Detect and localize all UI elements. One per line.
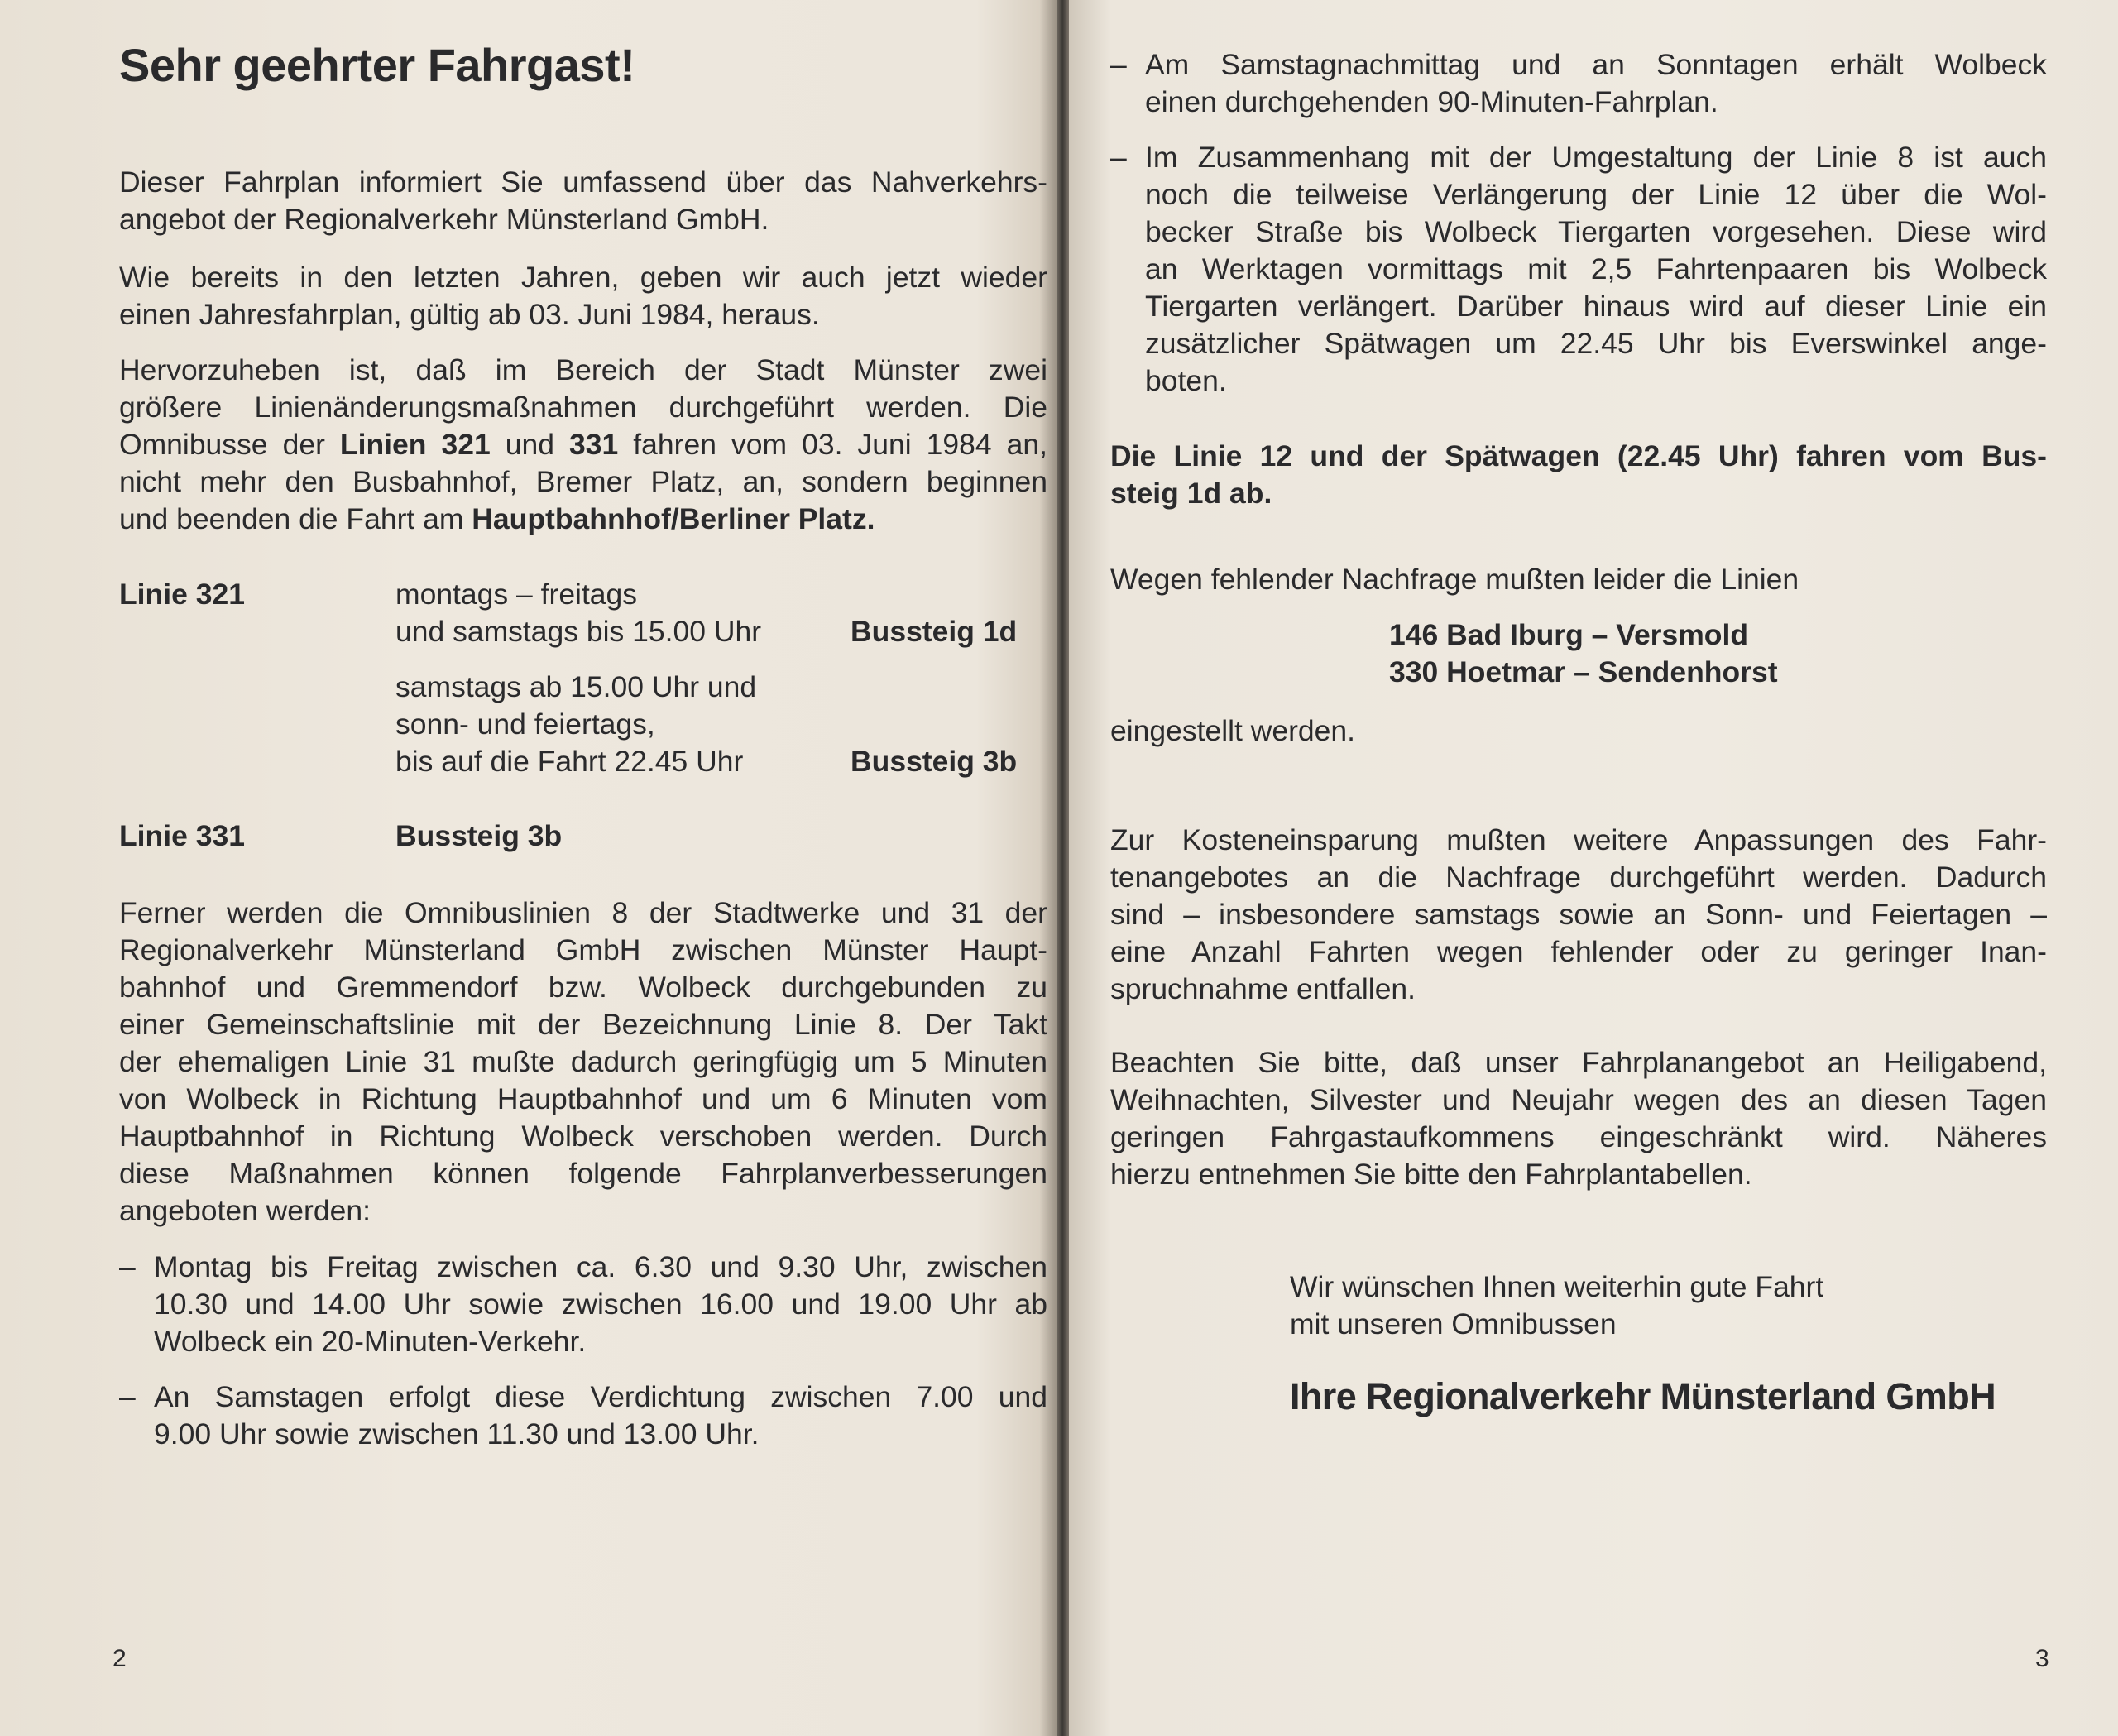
cost-saving-paragraph — [1110, 822, 2047, 1008]
text-line: 9.00 Uhr sowie zwischen 11.30 und 13.00 Uhr. — [154, 1417, 760, 1451]
text-line: größere Linienänderungsmaßnahmen durchgeführt werden. Die — [119, 391, 1047, 424]
text-line: Wir wünschen Ihnen weiterhin gute Fahrt — [1290, 1270, 1824, 1303]
line-changes-paragraph — [119, 352, 1047, 538]
text-line: angeboten werden: — [119, 1194, 371, 1227]
text-line: Hauptbahnhof in Richtung Wolbeck verschoben werden. Durch — [119, 1120, 1047, 1153]
text-line: Wolbeck ein 20-Minuten-Verkehr. — [154, 1325, 587, 1358]
text-line: boten. — [1145, 364, 1227, 397]
yearly-timetable-paragraph — [119, 259, 1047, 333]
dash-bullet: – — [1110, 141, 1127, 174]
text-line: Dieser Fahrplan informiert Sie umfassend über das Nahverkehrs- — [119, 165, 1047, 199]
line-8-paragraph — [119, 894, 1047, 1230]
discontinued-lines — [1389, 616, 1778, 691]
signature: Ihre Regionalverkehr Münsterland GmbH — [1290, 1375, 1996, 1417]
holiday-paragraph — [1110, 1044, 2047, 1193]
text-line: Ferner werden die Omnibuslinien 8 der Stadtwerke und 31 der — [119, 896, 1047, 929]
text-run: fahren vom 03. Juni 1984 an, — [618, 428, 1047, 461]
dash-bullet: – — [1110, 48, 1127, 81]
bullet-item — [119, 1379, 1047, 1453]
text-line: von Wolbeck in Richtung Hauptbahnhof und um 6 Minuten vom — [119, 1082, 1047, 1115]
text-line: einen Jahresfahrplan, gültig ab 03. Juni 1984, heraus. — [119, 298, 820, 331]
text-line: 146 Bad Iburg – Versmold — [1389, 618, 1749, 651]
text-line: Montag bis Freitag zwischen ca. 6.30 und 9.30 Uhr, zwischen — [154, 1250, 1047, 1283]
schedule-text: sonn- und feiertags, — [395, 707, 655, 741]
platform-note — [1110, 438, 2047, 512]
text-run: und beenden die Fahrt am — [119, 502, 472, 535]
intro-paragraph — [119, 164, 1047, 238]
text-line: bahnhof und Gremmendorf bzw. Wolbeck durchgebunden zu — [119, 971, 1047, 1004]
text-line: Weihnachten, Silvester und Neujahr wegen des an diesen Tagen — [1110, 1083, 2047, 1116]
discontinued-intro — [1110, 561, 2047, 598]
linie-321-label: Linie 321 — [119, 578, 245, 611]
text-line: spruchnahme entfallen. — [1110, 972, 1416, 1005]
bullet-text — [154, 1379, 1047, 1453]
text-line: 330 Hoetmar – Sendenhorst — [1389, 655, 1778, 688]
linie-331-label: Linie 331 — [119, 819, 245, 852]
dash-bullet: – — [119, 1380, 136, 1413]
text-line: becker Straße bis Wolbeck Tiergarten vorgesehen. Diese wird — [1145, 215, 2047, 248]
schedule-text: samstags ab 15.00 Uhr und — [395, 670, 757, 703]
bullet-item — [1110, 139, 2047, 400]
bold-text: 331 — [569, 428, 619, 461]
text-line — [119, 426, 1047, 463]
text-line: Die Linie 12 und der Spätwagen (22.45 Uhr) fahren vom Bus- — [1110, 439, 2047, 472]
discontinued-outro — [1110, 712, 2047, 750]
platform-label: Bussteig 1d — [851, 615, 1018, 648]
text-line: eingestellt werden. — [1110, 714, 1356, 747]
text-line: Im Zusammenhang mit der Umgestaltung der Linie 8 ist auch — [1145, 141, 2047, 174]
text-run: Omnibusse der — [119, 428, 340, 461]
text-line: diese Maßnahmen können folgende Fahrplanverbesserungen — [119, 1157, 1047, 1190]
text-line: Wegen fehlender Nachfrage mußten leider die Linien — [1110, 563, 1799, 596]
page-number: 3 — [2035, 1645, 2049, 1672]
text-line: Am Samstagnachmittag und an Sonntagen erhält Wolbeck — [1145, 48, 2047, 81]
text-line: Hervorzuheben ist, daß im Bereich der Stadt Münster zwei — [119, 353, 1047, 386]
text-line: 10.30 und 14.00 Uhr sowie zwischen 16.00 und 19.00 Uhr ab — [154, 1288, 1047, 1321]
bullet-text — [154, 1249, 1047, 1360]
text-line: der ehemaligen Linie 31 mußte dadurch geringfügig um 5 Minuten — [119, 1045, 1047, 1078]
text-line: nicht mehr den Busbahnhof, Bremer Platz, an, sondern beginnen — [119, 465, 1047, 498]
bullet-item — [1110, 46, 2047, 121]
schedule-text: bis auf die Fahrt 22.45 Uhr — [395, 745, 744, 778]
text-line: einer Gemeinschaftslinie mit der Bezeichnung Linie 8. Der Takt — [119, 1008, 1047, 1041]
page-title: Sehr geehrter Fahrgast! — [119, 39, 635, 91]
bullet-item — [119, 1249, 1047, 1360]
text-line: sind – insbesondere samstags sowie an Sonn- und Feiertagen – — [1110, 898, 2047, 931]
text-line: tenangebotes an die Nachfrage durchgeführt werden. Dadurch — [1110, 861, 2047, 894]
text-line: Tiergarten verlängert. Darüber hinaus wird auf dieser Linie ein — [1145, 290, 2047, 323]
text-line: steig 1d ab. — [1110, 477, 1272, 510]
text-line: einen durchgehenden 90-Minuten-Fahrplan. — [1145, 85, 1718, 118]
page-number: 2 — [113, 1645, 127, 1672]
text-line: zusätzlicher Spätwagen um 22.45 Uhr bis Everswinkel ange- — [1145, 327, 2047, 360]
platform-label: Bussteig 3b — [395, 819, 563, 852]
text-line: hierzu entnehmen Sie bitte den Fahrplantabellen. — [1110, 1158, 1752, 1191]
text-line: mit unseren Omnibussen — [1290, 1307, 1617, 1340]
book-spine — [1057, 0, 1069, 1736]
dash-bullet: – — [119, 1250, 136, 1283]
text-line: angebot der Regionalverkehr Münsterland GmbH. — [119, 203, 769, 236]
platform-label: Bussteig 3b — [851, 745, 1018, 778]
bullet-text — [1145, 46, 2047, 121]
closing-text — [1290, 1268, 1823, 1343]
schedule-text: und samstags bis 15.00 Uhr — [395, 615, 762, 648]
text-run: und — [490, 428, 570, 461]
text-line: geringen Fahrgastaufkommens eingeschränkt wird. Näheres — [1110, 1120, 2047, 1153]
text-line: Regionalverkehr Münsterland GmbH zwischen Münster Haupt- — [119, 933, 1047, 966]
text-line: eine Anzahl Fahrten wegen fehlender oder zu geringer Inan- — [1110, 935, 2047, 968]
text-line: Beachten Sie bitte, daß unser Fahrplanangebot an Heiligabend, — [1110, 1046, 2047, 1079]
bold-text: Hauptbahnhof/Berliner Platz. — [472, 502, 875, 535]
bold-text: Linien 321 — [339, 428, 491, 461]
schedule-text: montags – freitags — [395, 578, 638, 611]
text-line: Wie bereits in den letzten Jahren, geben wir auch jetzt wieder — [119, 261, 1047, 294]
text-line: noch die teilweise Verlängerung der Linie 12 über die Wol- — [1145, 178, 2047, 211]
text-line — [119, 501, 1047, 538]
text-line: Zur Kosteneinsparung mußten weitere Anpassungen des Fahr- — [1110, 823, 2047, 856]
text-line: An Samstagen erfolgt diese Verdichtung zwischen 7.00 und — [154, 1380, 1047, 1413]
text-line: an Werktagen vormittags mit 2,5 Fahrtenpaaren bis Wolbeck — [1145, 252, 2047, 285]
bullet-text — [1145, 139, 2047, 400]
